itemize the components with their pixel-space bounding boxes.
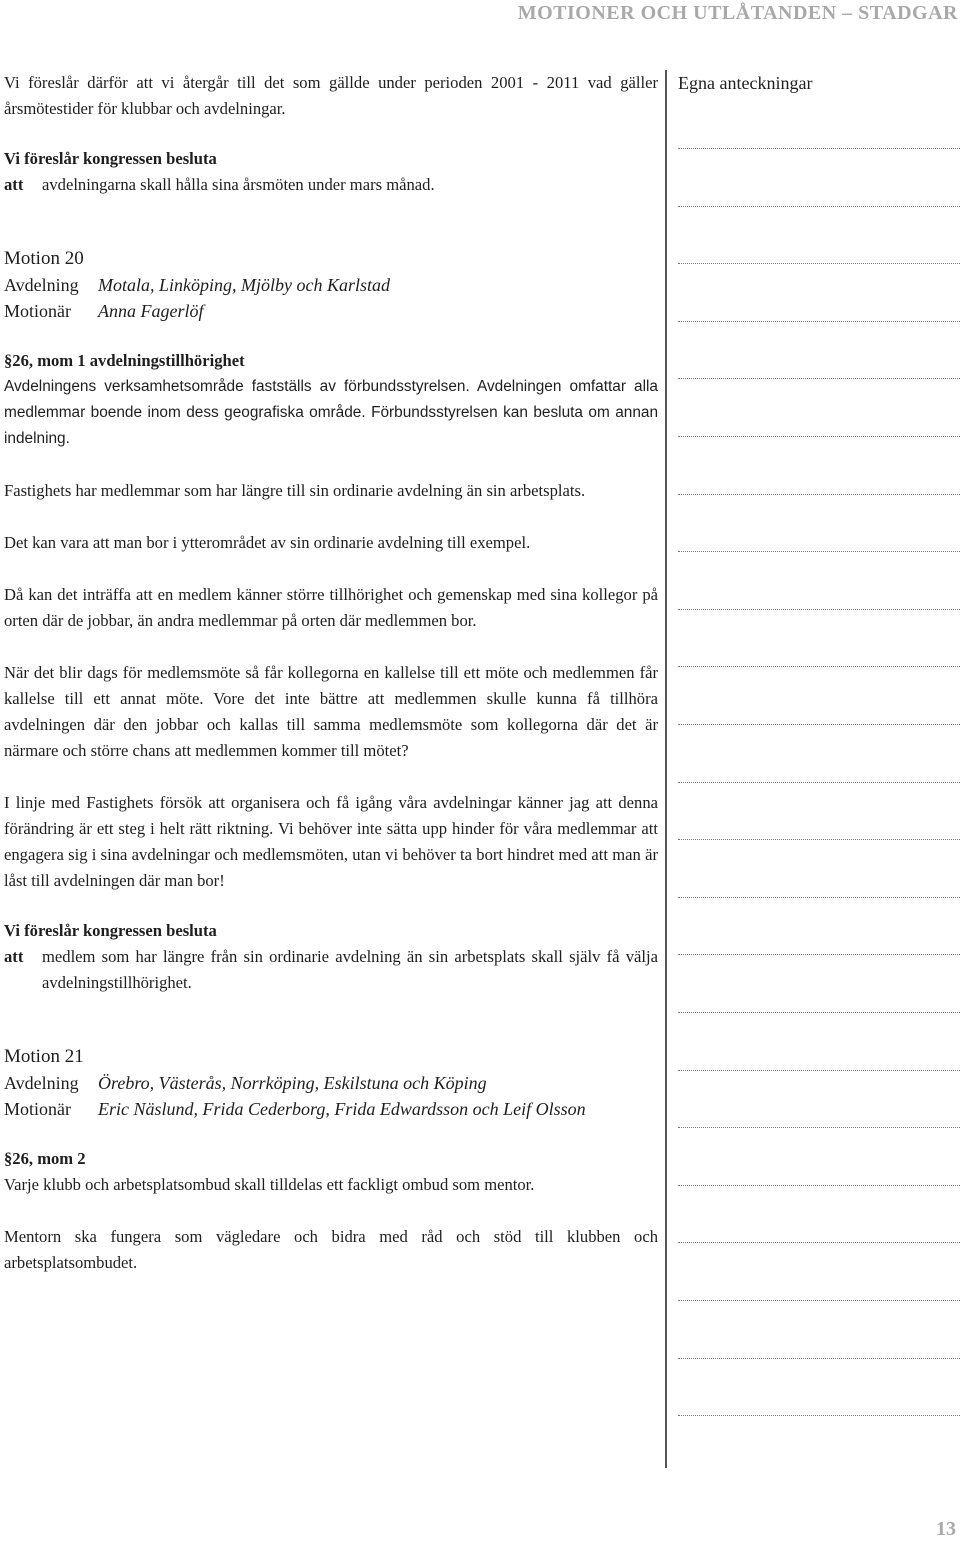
note-line[interactable] — [678, 1012, 960, 1013]
att-text: medlem som har längre från sin ordinarie avdelning än sin arbetsplats skall själv få välja avdelningstillhörighet. — [42, 947, 658, 992]
intro-paragraph: Vi föreslår därför att vi återgår till det som gällde under perioden 2001 - 2011 vad gäller årsmötestider för klubbar och avdelningar. — [4, 73, 658, 118]
motion-20-avdelning — [4, 272, 658, 298]
intro-att-row — [4, 172, 658, 198]
note-line[interactable] — [678, 609, 960, 610]
running-header: MOTIONER OCH UTLÅTANDEN – STADGAR — [517, 2, 958, 24]
att-label: att — [4, 947, 24, 966]
note-line[interactable] — [678, 1415, 960, 1416]
avdelning-value: Örebro, Västerås, Norrköping, Eskilstuna och Köping — [98, 1073, 487, 1093]
motion-20-motionar — [4, 298, 658, 324]
note-line[interactable] — [678, 263, 960, 264]
note-line[interactable] — [678, 724, 960, 725]
att-text: avdelningarna skall hålla sina årsmöten under mars månad. — [42, 175, 435, 194]
note-line[interactable] — [678, 1127, 960, 1128]
note-line[interactable] — [678, 954, 960, 955]
main-column — [4, 70, 658, 1276]
note-line[interactable] — [678, 206, 960, 207]
motion-20-paragraph: Fastighets har medlemmar som har längre till sin ordinarie avdelning än sin arbetsplats. — [4, 481, 586, 500]
note-line[interactable] — [678, 1300, 960, 1301]
note-line[interactable] — [678, 321, 960, 322]
avdelning-label: Avdelning — [4, 1073, 79, 1093]
motion-21-section-text: Varje klubb och arbetsplatsombud skall tilldelas ett fackligt ombud som mentor. — [4, 1175, 535, 1194]
motionar-label: Motionär — [4, 301, 71, 321]
motion-20-paragraph: När det blir dags för medlemsmöte så får kollegorna en kallelse till ett möte och medlemmen får kallelse till ett annat möte. Vore det inte bättre att medlemmen skulle kunna få tillhöra avdelningen där den jobbar och kallas till samma medlemsmöte som kollegorna där det är närmare och större chans att medlemmen kommer till mötet? — [4, 663, 658, 760]
motionar-label: Motionär — [4, 1099, 71, 1119]
motion-20-title: Motion 20 — [4, 248, 84, 269]
column-divider — [665, 70, 667, 1468]
motion-20-proposal-heading: Vi föreslår kongressen besluta — [4, 921, 217, 940]
avdelning-label: Avdelning — [4, 275, 79, 295]
note-line[interactable] — [678, 148, 960, 149]
note-line[interactable] — [678, 839, 960, 840]
avdelning-value: Motala, Linköping, Mjölby och Karlstad — [98, 275, 390, 295]
note-line[interactable] — [678, 494, 960, 495]
motion-20-paragraph: I linje med Fastighets försök att organisera och få igång våra avdelningar känner jag att denna förändring är ett steg i helt rätt riktning. Vi behöver inte sätta upp hinder för våra medlemmar att engagera sig i sina avdelningar och medlemsmöten, utan vi behöver ta bort hindret med att man är låst till avdelningen där man bor! — [4, 793, 658, 890]
motion-20-paragraph: Det kan vara att man bor i ytterområdet av sin ordinarie avdelning till exempel. — [4, 533, 531, 552]
note-line[interactable] — [678, 1358, 960, 1359]
note-line[interactable] — [678, 897, 960, 898]
motion-21-paragraph: Mentorn ska fungera som vägledare och bidra med råd och stöd till klubben och arbetsplatsombudet. — [4, 1227, 658, 1272]
motionar-value: Eric Näslund, Frida Cederborg, Frida Edwardsson och Leif Olsson — [98, 1099, 586, 1119]
note-line[interactable] — [678, 782, 960, 783]
motion-20-att-row — [4, 944, 658, 996]
note-line[interactable] — [678, 551, 960, 552]
motion-21-avdelning — [4, 1070, 658, 1096]
note-line[interactable] — [678, 1242, 960, 1243]
att-label: att — [4, 175, 24, 194]
note-line[interactable] — [678, 1070, 960, 1071]
page-number: 13 — [936, 1518, 956, 1540]
intro-proposal-heading: Vi föreslår kongressen besluta — [4, 149, 217, 168]
motion-20-section-heading: §26, mom 1 avdelningstillhörighet — [4, 351, 245, 370]
note-line[interactable] — [678, 1185, 960, 1186]
motion-20-section-text: Avdelningens verksamhetsområde fastställs av förbundsstyrelsen. Avdelningen omfattar alla medlemmar boende inom dess geografiska område. Förbundsstyrelsen kan besluta om annan indelning. — [4, 378, 658, 447]
note-line[interactable] — [678, 378, 960, 379]
motion-21-section-heading: §26, mom 2 — [4, 1149, 86, 1168]
motion-21-title: Motion 21 — [4, 1046, 84, 1067]
motion-21-motionar — [4, 1096, 658, 1122]
notes-title: Egna anteckningar — [678, 73, 813, 93]
note-line[interactable] — [678, 436, 960, 437]
note-line[interactable] — [678, 666, 960, 667]
motion-20-paragraph: Då kan det inträffa att en medlem känner större tillhörighet och gemenskap med sina kollegor på orten där de jobbar, än andra medlemmar på orten där medlemmen bor. — [4, 585, 658, 630]
motionar-value: Anna Fagerlöf — [98, 301, 204, 321]
